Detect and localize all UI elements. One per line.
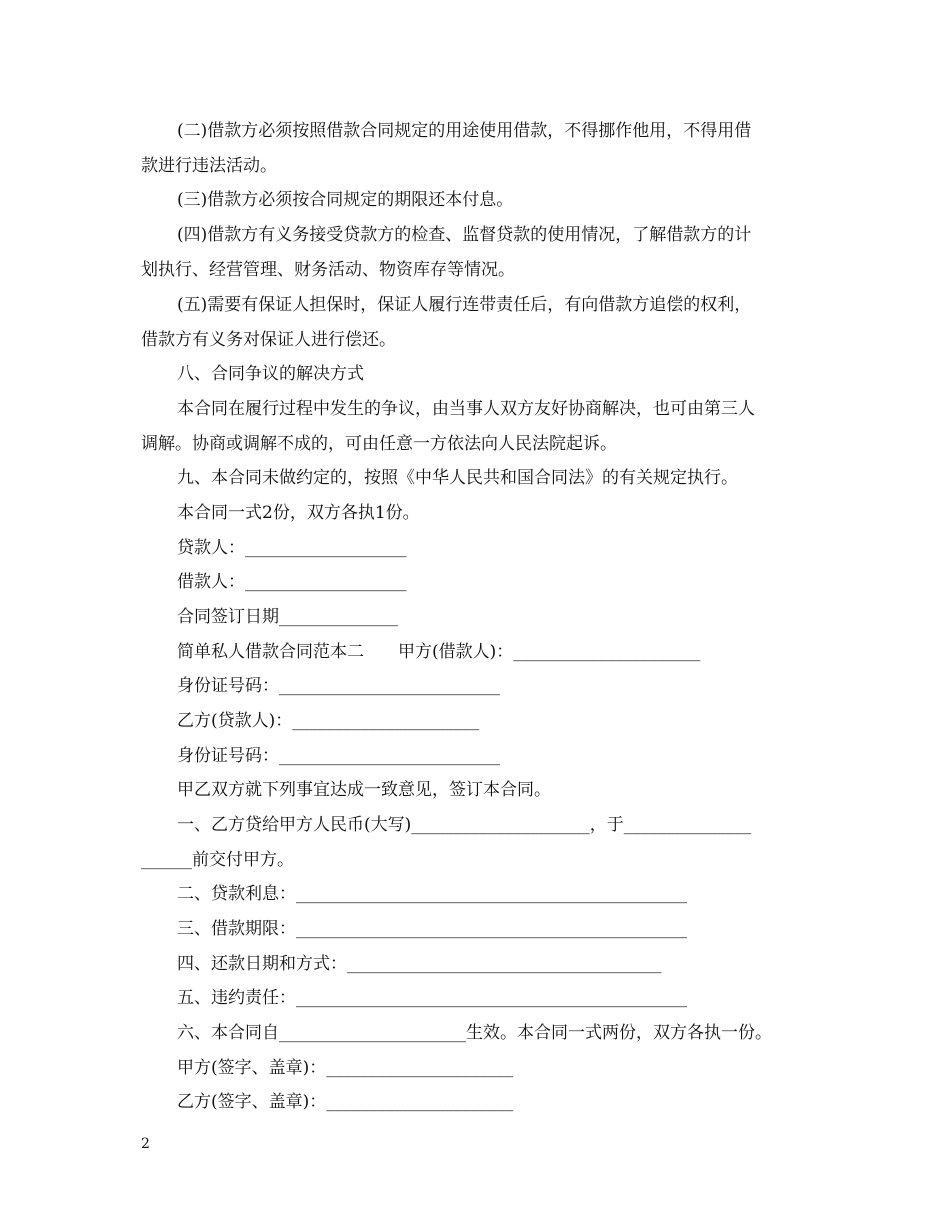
id-field: 身份证号码：__________________________ [177,746,500,766]
paragraph-line: 划执行、经营管理、财务活动、物资库存等情况。 [141,260,515,280]
paragraph-line: 本合同在履行过程中发生的争议，由当事人双方友好协商解决，也可由第三人 [177,399,755,419]
section-heading: 八、合同争议的解决方式 [177,364,364,384]
signature-field: 贷款人：___________________ [177,538,407,558]
paragraph-line: ______前交付甲方。 [141,850,294,870]
paragraph-line: 借款方有义务对保证人进行偿还。 [141,330,396,350]
section-heading: 简单私人借款合同范本二 甲方(借款人)：______________________ [177,642,701,662]
paragraph-line: 六、本合同自______________________生效。本合同一式两份，双方各执一份。 [177,1023,772,1043]
paragraph-line: (三)借款方必须按合同规定的期限还本付息。 [177,190,514,210]
paragraph-line: 本合同一式2份，双方各执1份。 [177,503,420,523]
clause-field: 二、贷款利息：______________________________________________ [177,884,687,904]
paragraph-line: (四)借款方有义务接受贷款方的检查、监督贷款的使用情况，了解借款方的计 [177,225,752,245]
paragraph-line: 款进行违法活动。 [141,156,277,176]
paragraph-line: 调解。协商或调解不成的，可由任意一方依法向人民法院起诉。 [141,434,617,454]
signature-field: 乙方(签字、盖章)：______________________ [177,1092,514,1112]
signature-field: 借款人：___________________ [177,572,407,592]
signature-field: 甲方(签字、盖章)：______________________ [177,1058,514,1078]
paragraph-line: (二)借款方必须按照借款合同规定的用途使用借款，不得挪作他用，不得用借 [177,121,752,141]
paragraph-line: 一、乙方贷给甲方人民币(大写)_____________________，于_______________ [177,815,752,835]
party-field: 乙方(贷款人)：______________________ [177,711,480,731]
clause-field: 四、还款日期和方式：_____________________________________ [177,954,662,974]
paragraph-line: 九、本合同未做约定的，按照《中华人民共和国合同法》的有关规定执行。 [177,468,738,488]
page-number: 2 [141,1136,150,1152]
clause-field: 三、借款期限：______________________________________________ [177,919,687,939]
paragraph-line: (五)需要有保证人担保时，保证人履行连带责任后，有向借款方追偿的权利， [177,295,752,315]
date-field: 合同签订日期______________ [177,607,398,627]
id-field: 身份证号码：__________________________ [177,676,500,696]
paragraph-line: 甲乙双方就下列事宜达成一致意见，签订本合同。 [177,780,551,800]
clause-field: 五、违约责任：______________________________________________ [177,988,687,1008]
